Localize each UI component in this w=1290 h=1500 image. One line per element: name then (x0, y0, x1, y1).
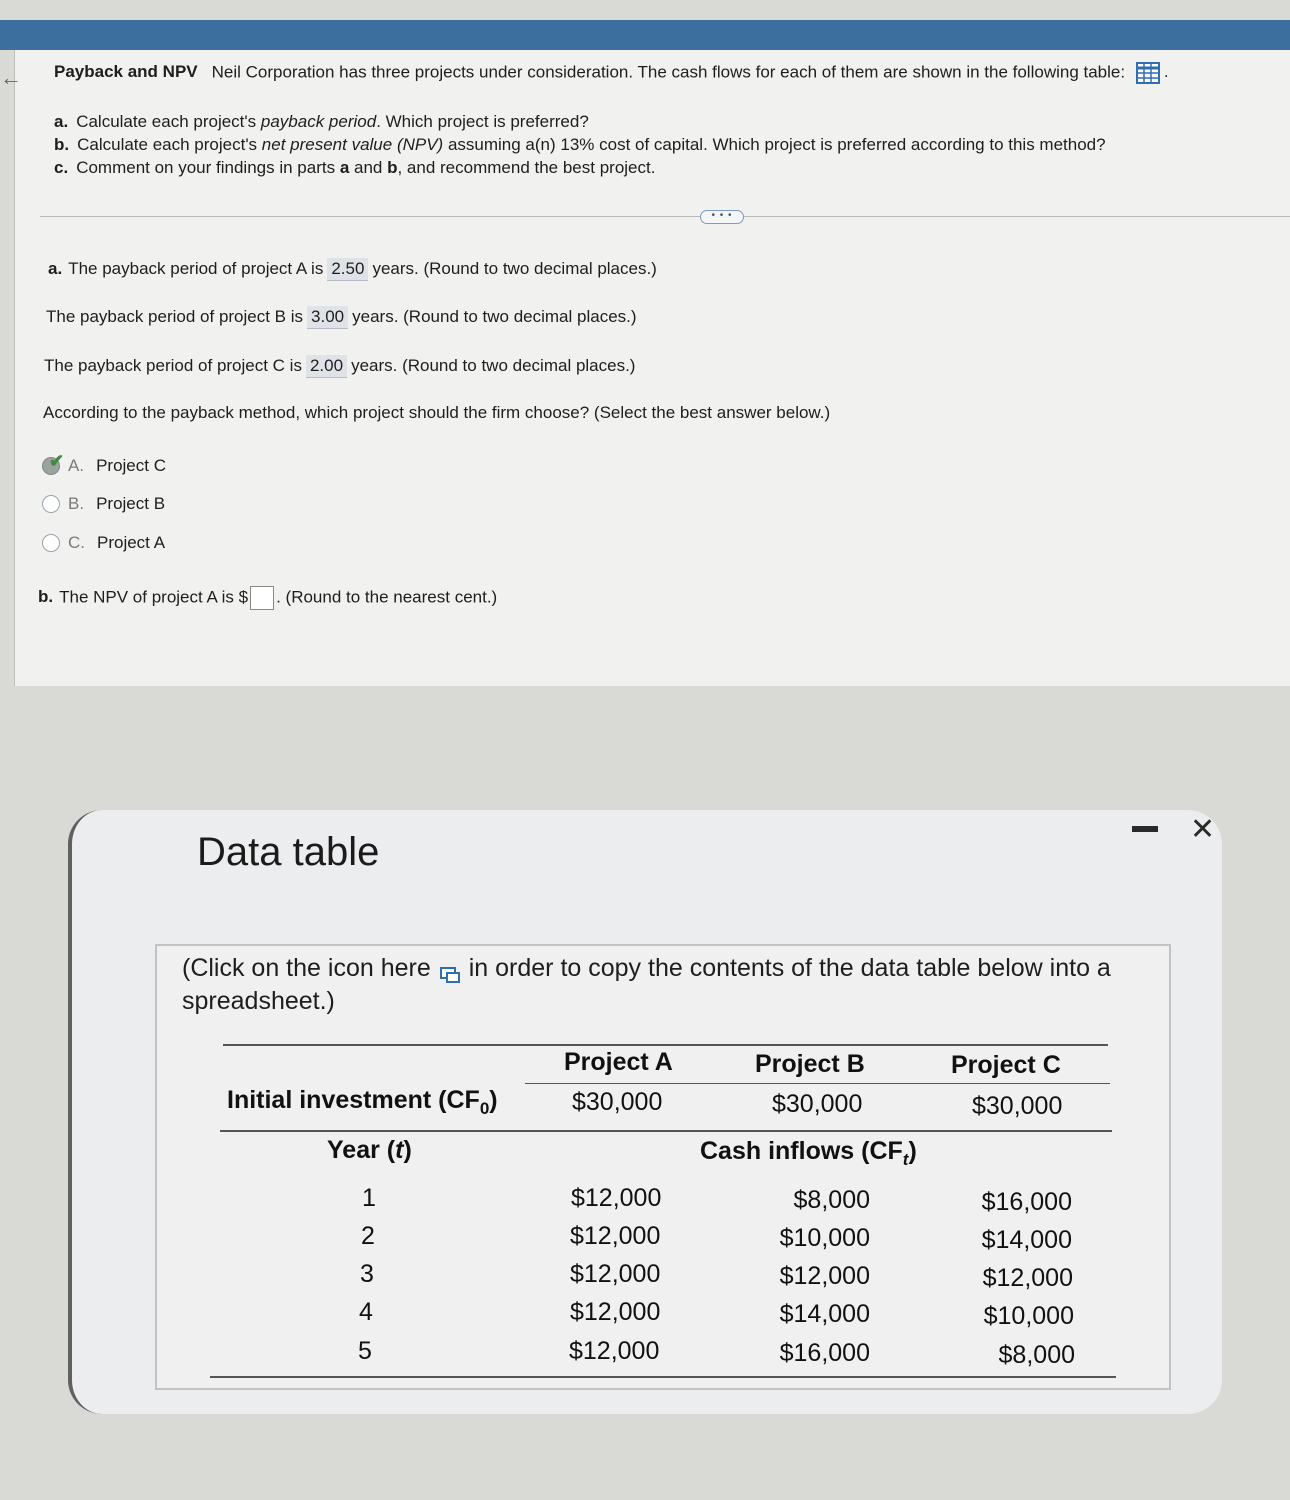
col-header-project-a: Project A (564, 1048, 673, 1076)
question-part-c: c. Comment on your findings in parts a and b, and recommend the best project. (54, 158, 656, 177)
copy-icon[interactable] (439, 960, 461, 978)
question-header: Payback and NPV Neil Corporation has three projects under consideration. The cash flows for each of them are shown in the following table: . (54, 62, 1169, 84)
cash-a-cell: $12,000 (570, 1222, 661, 1250)
cash-a-cell: $12,000 (570, 1298, 661, 1326)
payback-b-line: The payback period of project B is 3.00 years. (Round to two decimal places.) (46, 306, 637, 329)
cash-a-cell: $12,000 (570, 1260, 661, 1288)
question-intro: Neil Corporation has three projects under consideration. The cash flows for each of them are shown in the following table: (211, 62, 1126, 82)
year-cell: 3 (360, 1260, 374, 1288)
cash-b-cell: $16,000 (779, 1339, 870, 1367)
cash-inflows-label: Cash inflows $(CF_t)$ (700, 1137, 917, 1169)
npv-a-line: b. The NPV of project A is $ . (Round to the nearest cent.) (38, 586, 497, 610)
cash-b-cell: $14,000 (779, 1300, 870, 1328)
close-icon[interactable]: ✕ (1190, 813, 1216, 846)
npv-a-input[interactable] (250, 586, 274, 610)
table-bottom-rule (210, 1376, 1116, 1378)
initial-investment-b: $30,000 (772, 1090, 863, 1118)
minimize-icon[interactable] (1132, 826, 1158, 832)
radio-icon[interactable] (42, 534, 60, 552)
question-parts (54, 110, 1106, 179)
question-title: Payback and NPV (54, 62, 198, 82)
radio-icon[interactable] (42, 495, 60, 513)
section-divider (40, 216, 1290, 217)
question-part-b: b. Calculate each project's net present value (NPV) assuming a(n) 13% cost of capital. Which project is preferred according to this method? (54, 135, 1106, 154)
col-header-project-b: Project B (755, 1050, 865, 1078)
initial-investment-a: $30,000 (572, 1088, 663, 1116)
cash-a-cell: $12,000 (569, 1337, 660, 1365)
cash-b-cell: $10,000 (779, 1224, 870, 1252)
question-part-a: a. Calculate each project's payback period. Which project is preferred? (54, 112, 589, 131)
data-table-icon[interactable] (1136, 62, 1160, 84)
payback-a-line: a. The payback period of project A is 2.50 years. (Round to two decimal places.) (48, 258, 657, 281)
header-rule (525, 1083, 1110, 1084)
option-b[interactable]: B. Project B (42, 494, 165, 514)
payback-question: According to the payback method, which project should the firm choose? (Select the best answer below.) (43, 403, 831, 422)
year-cell: 1 (362, 1184, 376, 1212)
checkmark-icon: ✔ (49, 451, 65, 471)
option-c[interactable]: C. Project A (42, 533, 165, 553)
payback-b-field[interactable]: 3.00 (307, 306, 348, 329)
popup-title: Data table (197, 830, 380, 874)
top-bar (0, 20, 1290, 50)
initial-investment-c: $30,000 (972, 1092, 1063, 1120)
back-arrow-icon[interactable]: ← (0, 65, 22, 90)
year-cell: 5 (358, 1337, 372, 1365)
initial-investment-label: Initial investment $(CF_0)$ (227, 1086, 498, 1118)
initial-rule (220, 1130, 1112, 1132)
table-top-rule (223, 1044, 1108, 1046)
copy-instructions: (Click on the icon here in order to copy the contents of the data table below into a spreadsheet.) (182, 954, 1111, 1015)
col-header-project-c: Project C (951, 1051, 1061, 1079)
more-button[interactable]: • • • (700, 210, 744, 224)
cash-b-cell: $12,000 (779, 1262, 870, 1290)
cash-c-cell: $12,000 (982, 1264, 1073, 1292)
payback-c-field[interactable]: 2.00 (306, 355, 347, 378)
cash-a-cell: $12,000 (571, 1184, 662, 1212)
cash-c-cell: $16,000 (981, 1188, 1072, 1216)
cash-c-cell: $14,000 (981, 1226, 1072, 1254)
option-a[interactable]: ✔ A. Project C (42, 456, 166, 476)
year-cell: 2 (361, 1222, 375, 1250)
payback-a-field[interactable]: 2.50 (327, 258, 368, 281)
cash-b-cell: $8,000 (793, 1186, 870, 1214)
payback-c-line: The payback period of project C is 2.00 years. (Round to two decimal places.) (44, 355, 635, 378)
cash-c-cell: $10,000 (983, 1302, 1074, 1330)
cash-c-cell: $8,000 (998, 1341, 1075, 1369)
year-label: Year (t) (327, 1136, 412, 1164)
radio-selected-icon[interactable] (42, 451, 65, 475)
year-cell: 4 (359, 1298, 373, 1326)
